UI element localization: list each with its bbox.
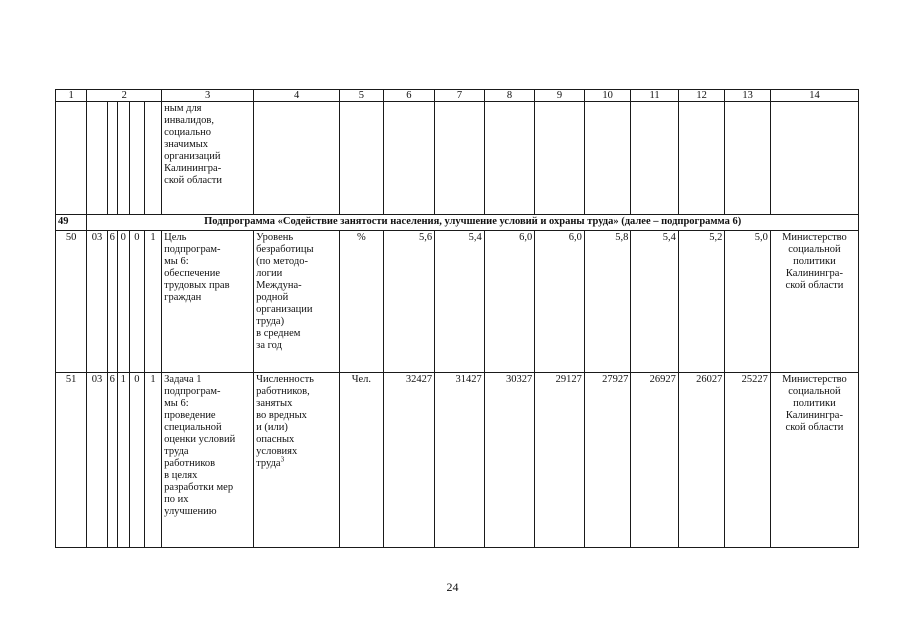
- code-cell: 03: [87, 373, 107, 548]
- cell: [56, 102, 87, 215]
- header-cell: 4: [254, 90, 340, 102]
- cell: [770, 102, 858, 215]
- continuation-row: [56, 102, 859, 215]
- subprogram-row: [56, 215, 859, 231]
- cell: [678, 102, 725, 215]
- header-cell: 2: [87, 90, 162, 102]
- header-cell: 13: [725, 90, 771, 102]
- cell: [383, 102, 435, 215]
- goal-cell: Цель подпрограм- мы 6: обеспечение трудовых прав граждан: [162, 231, 254, 373]
- header-cell: 14: [770, 90, 858, 102]
- value-cell: 6,0: [535, 231, 585, 373]
- header-row: [56, 90, 859, 102]
- value-cell: 5,2: [678, 231, 725, 373]
- unit-cell: %: [340, 231, 383, 373]
- indicator-cell: [254, 231, 340, 373]
- table-row: [56, 373, 859, 548]
- value-cell: 5,8: [584, 231, 631, 373]
- row-number: 49: [56, 215, 87, 231]
- cell: [144, 102, 161, 215]
- cell: [484, 102, 535, 215]
- indicator-text: Уровень безработицы (по методо- логии Междуна- родной организации труда) в среднем за год: [256, 232, 314, 351]
- cell: [129, 102, 144, 215]
- header-cell: 1: [56, 90, 87, 102]
- header-cell: 3: [162, 90, 254, 102]
- value-cell: 32427: [383, 373, 435, 548]
- code-cell: 0: [129, 373, 144, 548]
- value-cell: 26927: [631, 373, 679, 548]
- value-cell: 5,6: [383, 231, 435, 373]
- header-cell: 10: [584, 90, 631, 102]
- value-cell: 5,0: [725, 231, 771, 373]
- unit-cell: Чел.: [340, 373, 383, 548]
- header-cell: 6: [383, 90, 435, 102]
- value-cell: 29127: [535, 373, 585, 548]
- header-cell: 5: [340, 90, 383, 102]
- header-cell: 7: [435, 90, 485, 102]
- subprogram-title: Подпрограмма «Содействие занятости населения, улучшение условий и охраны труда» (далее – подпрограмма 6): [87, 215, 859, 231]
- code-cell: 6: [107, 373, 117, 548]
- indicator-cell: [254, 373, 340, 548]
- value-cell: 26027: [678, 373, 725, 548]
- code-cell: 0: [117, 231, 129, 373]
- table-row: [56, 231, 859, 373]
- value-cell: 5,4: [435, 231, 485, 373]
- value-cell: 6,0: [484, 231, 535, 373]
- value-cell: 30327: [484, 373, 535, 548]
- row-number: 51: [56, 373, 87, 548]
- value-cell: 5,4: [631, 231, 679, 373]
- indicators-table: [55, 89, 859, 548]
- header-cell: 12: [678, 90, 725, 102]
- code-cell: 03: [87, 231, 107, 373]
- cell: [107, 102, 117, 215]
- page-number: 24: [446, 580, 459, 594]
- code-cell: 6: [107, 231, 117, 373]
- value-cell: 25227: [725, 373, 771, 548]
- code-cell: 0: [129, 231, 144, 373]
- value-cell: 27927: [584, 373, 631, 548]
- cell: [254, 102, 340, 215]
- code-cell: 1: [144, 373, 161, 548]
- row-number: 50: [56, 231, 87, 373]
- cell: [87, 102, 107, 215]
- indicator-text: Численность работников, занятых во вредных и (или) опасных условиях труда: [256, 374, 314, 469]
- code-cell: 1: [144, 231, 161, 373]
- cell: [725, 102, 771, 215]
- cell: [584, 102, 631, 215]
- responsible-cell: Министерство социальной политики Калинингра- ской области: [770, 373, 858, 548]
- value-cell: 31427: [435, 373, 485, 548]
- goal-cell: ным для инвалидов, социально значимых организаций Калинингра- ской области: [162, 102, 254, 215]
- responsible-cell: Министерство социальной политики Калинингра- ской области: [770, 231, 858, 373]
- cell: [535, 102, 585, 215]
- goal-cell: Задача 1 подпрограм- мы 6: проведение специальной оценки условий труда работников в целях разработки мер по их улучшению: [162, 373, 254, 548]
- code-cell: 1: [117, 373, 129, 548]
- cell: [631, 102, 679, 215]
- cell: [117, 102, 129, 215]
- header-cell: 11: [631, 90, 679, 102]
- cell: [435, 102, 485, 215]
- cell: [340, 102, 383, 215]
- footnote-mark: 3: [280, 455, 285, 464]
- header-cell: 9: [535, 90, 585, 102]
- header-cell: 8: [484, 90, 535, 102]
